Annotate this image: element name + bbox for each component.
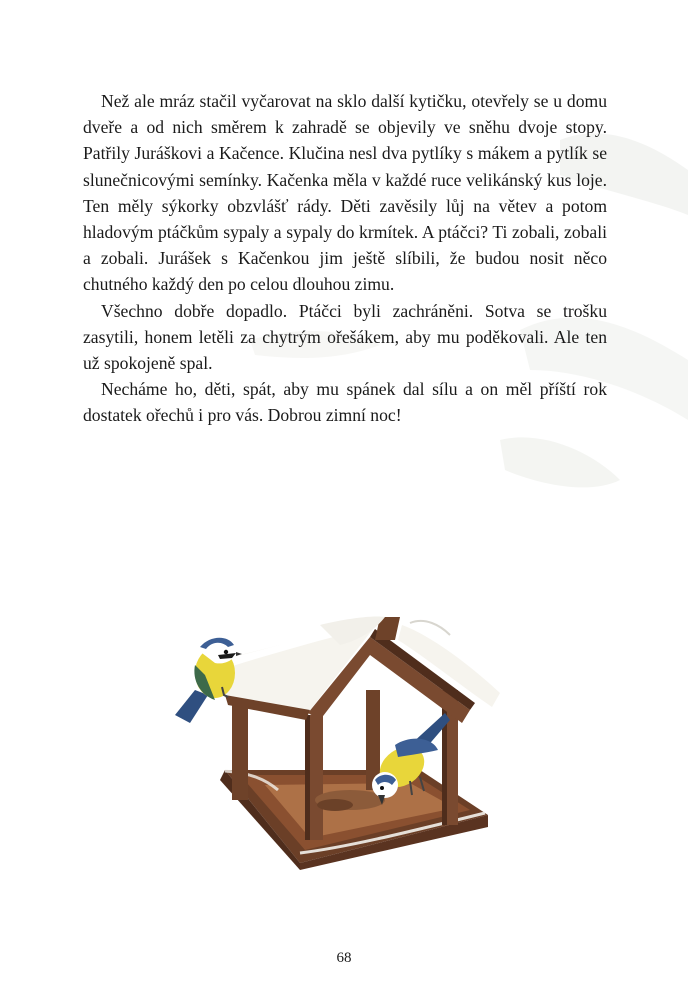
feeder-roof: [200, 617, 500, 723]
paragraph: Než ale mráz stačil vyčarovat na sklo další kytičku, otevřely se u domu dveře a od nich směrem k zahradě se objevily ve sněhu dvoje stopy. Patřily Juráškovi a Kačence. Klučina nesl dva pytlíky s mákem a pytlík se slunečnicovými semínky. Kačenka měla v každé ruce velikánský kus loje. Ten měly sýkorky obzvlášť rády. Děti zavěsily lůj na větev a potom hladovým ptáčkům sypaly a sypaly do krmítek. A ptáčci? Ti zobali, zobali a zobali. Jurášek s Kačenkou jim ještě slíbili, že budou nosit něco chutného každý den po celou dlouhou zimu.: [83, 91, 607, 295]
page-number: 68: [336, 950, 352, 966]
paragraph: Všechno dobře dopadlo. Ptáčci byli zachráněni. Sotva se trošku zasytili, honem letěli za chytrým ořešákem, aby mu poděkovali. Ale ten už spokojeně spal.: [83, 300, 607, 374]
paragraph: Necháme ho, děti, spát, aby mu spánek dal sílu a on měl příští rok dostatek ořechů i pro vás. Dobrou zimní noc!: [83, 379, 607, 426]
story-text: [83, 88, 607, 429]
blue-tit-bird-left: [175, 638, 242, 723]
bird-feeder-illustration: [170, 595, 515, 870]
